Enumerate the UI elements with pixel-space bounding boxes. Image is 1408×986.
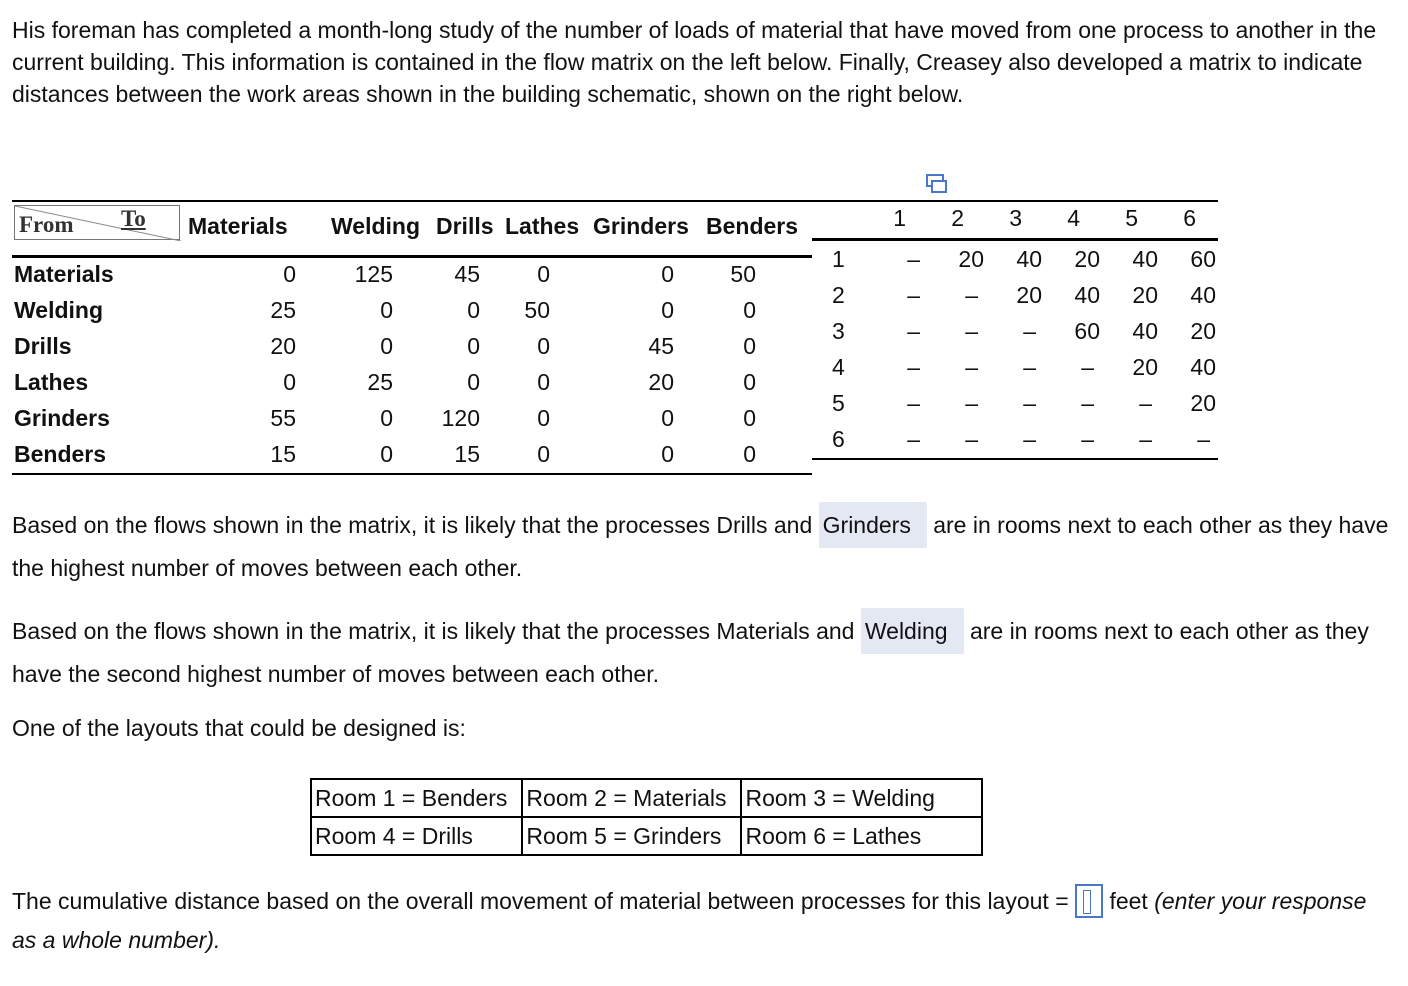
dist-cell: 20 (1016, 282, 1042, 308)
dist-cell: – (1023, 318, 1036, 344)
flow-cell: 55 (270, 405, 296, 431)
dist-cell: – (965, 354, 978, 380)
dist-cell: – (965, 390, 978, 416)
flow-cell: 20 (270, 333, 296, 359)
dist-cell: 60 (1190, 246, 1216, 272)
flow-col-grinders: Grinders (593, 213, 689, 239)
flow-cell: 0 (537, 369, 550, 395)
flow-cell: 0 (380, 333, 393, 359)
flow-row-label: Welding (14, 297, 104, 323)
dist-cell: – (1139, 426, 1152, 452)
flow-cell: 0 (743, 441, 756, 467)
flow-cell: 0 (467, 297, 480, 323)
flow-cell: 0 (661, 441, 674, 467)
dist-top-rule (812, 200, 1218, 202)
flow-row-label: Benders (14, 441, 107, 467)
flow-row-label: Lathes (14, 369, 89, 395)
flow-col-materials: Materials (188, 213, 288, 239)
dist-cell: – (965, 282, 978, 308)
dist-cell: 40 (1016, 246, 1042, 272)
flow-cell: 0 (467, 333, 480, 359)
dist-col: 3 (1009, 205, 1022, 231)
question-1 (12, 502, 1397, 588)
dist-col: 6 (1183, 205, 1196, 231)
final-text-before: The cumulative distance based on the overall movement of material between processes for this layout = (12, 888, 1069, 914)
layout-table (310, 778, 983, 856)
flow-cell: 25 (270, 297, 296, 323)
flow-row-label: Drills (14, 333, 72, 359)
flow-cell: 0 (661, 297, 674, 323)
dist-cell: – (965, 426, 978, 452)
flow-cell: 0 (537, 261, 550, 287)
flow-cell: 0 (380, 297, 393, 323)
flow-header-rule (12, 255, 812, 258)
flow-cell: 0 (743, 297, 756, 323)
flow-cell: 0 (467, 369, 480, 395)
flow-cell: 0 (537, 333, 550, 359)
dist-cell: 20 (958, 246, 984, 272)
flow-cell: 0 (661, 261, 674, 287)
flow-cell: 0 (661, 405, 674, 431)
flow-cell: 0 (743, 405, 756, 431)
flow-cell: 0 (380, 441, 393, 467)
dist-cell: – (907, 246, 920, 272)
layout-intro: One of the layouts that could be designed is: (12, 715, 466, 741)
flow-cell: 45 (454, 261, 480, 287)
dist-cell: 20 (1074, 246, 1100, 272)
from-to-header (14, 205, 180, 240)
dist-cell: – (1081, 426, 1094, 452)
dist-cell: – (1023, 354, 1036, 380)
flow-bottom-rule (12, 473, 812, 475)
flow-cell: 50 (730, 261, 756, 287)
flow-col-welding: Welding (331, 213, 421, 239)
final-instruction: (enter your response as a whole number). (12, 888, 1367, 953)
layout-cell: Room 3 = Welding (741, 779, 981, 817)
dist-cell: – (907, 318, 920, 344)
layout-cell: Room 2 = Materials (522, 779, 741, 817)
dist-cell: – (1023, 390, 1036, 416)
flow-cell: 0 (743, 369, 756, 395)
dist-col: 4 (1067, 205, 1080, 231)
dist-bottom-rule (812, 458, 1218, 460)
dist-cell: 40 (1190, 354, 1216, 380)
dist-cell: 60 (1074, 318, 1100, 344)
popout-icon[interactable] (926, 174, 948, 194)
dist-cell: 20 (1132, 354, 1158, 380)
q2-dropdown[interactable]: Welding (861, 608, 964, 654)
question-2 (12, 608, 1397, 694)
flow-cell: 120 (441, 405, 480, 431)
dist-col: 1 (893, 205, 906, 231)
flow-cell: 45 (648, 333, 674, 359)
flow-cell: 15 (270, 441, 296, 467)
flow-cell: 0 (283, 369, 296, 395)
flow-row-label: Materials (14, 261, 114, 287)
dist-cell: 20 (1190, 390, 1216, 416)
flow-row-label: Grinders (14, 405, 110, 431)
dist-cell: – (1023, 426, 1036, 452)
q1-text-after: are in rooms next to each other as they have the highest number of moves between each other. (12, 512, 1389, 581)
table-row (311, 817, 982, 855)
flow-col-drills: Drills (436, 213, 494, 239)
dist-cell: – (1081, 390, 1094, 416)
flow-cell: 0 (743, 333, 756, 359)
dist-cell: – (1081, 354, 1094, 380)
dist-cell: – (907, 282, 920, 308)
dist-row-label: 2 (832, 282, 845, 308)
dist-row-label: 1 (832, 246, 845, 272)
dist-row-label: 6 (832, 426, 845, 452)
q2-text-before: Based on the flows shown in the matrix, it is likely that the processes Materials and (12, 618, 855, 644)
flow-cell: 0 (283, 261, 296, 287)
layout-cell: Room 5 = Grinders (522, 817, 741, 855)
dist-cell: 20 (1132, 282, 1158, 308)
layout-cell: Room 4 = Drills (311, 817, 522, 855)
flow-cell: 0 (537, 441, 550, 467)
dist-cell: 40 (1074, 282, 1100, 308)
dist-cell: – (965, 318, 978, 344)
dist-cell: – (907, 390, 920, 416)
flow-cell: 125 (354, 261, 393, 287)
flow-cell: 50 (524, 297, 550, 323)
dist-col: 5 (1125, 205, 1138, 231)
layout-cell: Room 6 = Lathes (741, 817, 981, 855)
intro-paragraph: His foreman has completed a month-long study of the number of loads of material that have moved from one process to another in the current building. This information is contained in the flow matrix on the left below. Finally, Creasey also developed a matrix to indicate distances between the work areas shown in the building schematic, shown on the right below. (12, 17, 1377, 107)
dist-cell: 40 (1132, 318, 1158, 344)
table-row (311, 779, 982, 817)
dist-cell: – (1197, 426, 1210, 452)
flow-cell: 20 (648, 369, 674, 395)
layout-cell: Room 1 = Benders (311, 779, 522, 817)
dist-col: 2 (951, 205, 964, 231)
to-label: To (121, 206, 146, 231)
q2-text-after: are in rooms next to each other as they have the second highest number of moves between each other. (12, 618, 1369, 687)
from-label: From (19, 212, 74, 237)
flow-cell: 15 (454, 441, 480, 467)
flow-cell: 0 (380, 405, 393, 431)
final-text-after: feet (1109, 888, 1148, 914)
dist-cell: 40 (1190, 282, 1216, 308)
dist-cell: – (1139, 390, 1152, 416)
dist-row-label: 5 (832, 390, 845, 416)
flow-col-benders: Benders (706, 213, 799, 239)
flow-col-lathes: Lathes (505, 213, 580, 239)
dist-cell: – (907, 354, 920, 380)
flow-cell: 0 (537, 405, 550, 431)
q1-dropdown[interactable]: Grinders (819, 502, 927, 548)
dist-header-rule (812, 238, 1218, 241)
q1-text-before: Based on the flows shown in the matrix, it is likely that the processes Drills and (12, 512, 813, 538)
dist-row-label: 4 (832, 354, 845, 380)
dist-cell: 20 (1190, 318, 1216, 344)
answer-input[interactable] (1075, 884, 1103, 918)
flow-top-rule (12, 200, 812, 202)
dist-cell: – (907, 426, 920, 452)
dist-cell: 40 (1132, 246, 1158, 272)
flow-cell: 25 (367, 369, 393, 395)
final-question (12, 882, 1397, 960)
dist-row-label: 3 (832, 318, 845, 344)
